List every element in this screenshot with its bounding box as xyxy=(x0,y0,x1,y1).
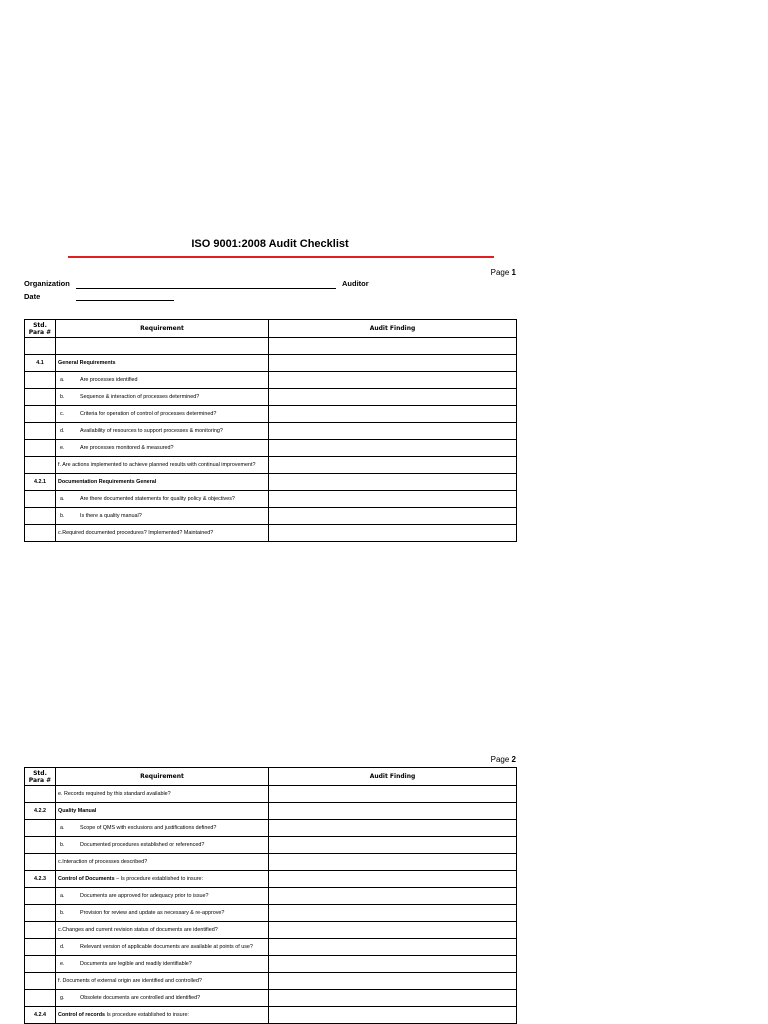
requirement-text: Relevant version of applicable documents are available at points of use? xyxy=(80,943,253,950)
requirement-cell xyxy=(56,803,269,820)
col-header-para: Std. Para # xyxy=(25,320,56,338)
table-row xyxy=(25,786,517,803)
col-header-requirement: Requirement xyxy=(56,768,269,786)
requirement-text: c.Required documented procedures? Implemented? Maintained? xyxy=(58,529,214,536)
para-cell xyxy=(25,525,56,542)
requirement-cell xyxy=(56,423,269,440)
requirement-cell xyxy=(56,956,269,973)
para-cell xyxy=(25,837,56,854)
requirement-cell xyxy=(56,338,269,355)
para-cell xyxy=(25,389,56,406)
col-header-finding: Audit Finding xyxy=(269,320,517,338)
item-letter: d. xyxy=(60,427,65,434)
para-cell: 4.1 xyxy=(25,355,56,372)
audit-finding-cell[interactable] xyxy=(269,939,517,956)
para-cell xyxy=(25,922,56,939)
table-row xyxy=(25,871,517,888)
requirement-suffix: Is procedure established to insure: xyxy=(105,1011,189,1018)
table-row xyxy=(25,338,517,355)
para-cell xyxy=(25,854,56,871)
table-row xyxy=(25,888,517,905)
page-label: Page xyxy=(490,755,510,764)
title-underline xyxy=(68,256,494,258)
requirement-text: Quality Manual xyxy=(58,807,97,814)
audit-finding-cell[interactable] xyxy=(269,956,517,973)
checklist-body-page-1 xyxy=(25,338,517,542)
table-row xyxy=(25,406,517,423)
para-cell xyxy=(25,990,56,1007)
audit-finding-cell[interactable] xyxy=(269,871,517,888)
table-row xyxy=(25,389,517,406)
audit-finding-cell[interactable] xyxy=(269,837,517,854)
requirement-text: Are processes monitored & measured? xyxy=(80,444,174,451)
requirement-text: Are there documented statements for quality policy & objectives? xyxy=(80,495,235,502)
page-number-2 xyxy=(491,755,516,764)
requirement-cell xyxy=(56,871,269,888)
para-cell xyxy=(25,457,56,474)
para-cell xyxy=(25,440,56,457)
item-letter: e. xyxy=(60,960,65,967)
item-letter: b. xyxy=(60,841,65,848)
checklist-table-page-1 xyxy=(24,319,517,542)
para-cell xyxy=(25,406,56,423)
para-cell: 4.2.2 xyxy=(25,803,56,820)
audit-finding-cell[interactable] xyxy=(269,973,517,990)
table-row xyxy=(25,956,517,973)
para-cell xyxy=(25,905,56,922)
table-row xyxy=(25,491,517,508)
para-cell xyxy=(25,338,56,355)
requirement-cell xyxy=(56,837,269,854)
requirement-cell xyxy=(56,820,269,837)
item-letter: a. xyxy=(60,376,65,383)
item-letter: a. xyxy=(60,892,65,899)
table-row xyxy=(25,922,517,939)
item-letter: b. xyxy=(60,512,65,519)
requirement-cell xyxy=(56,888,269,905)
date-label: Date xyxy=(24,292,41,301)
requirement-text: Are processes identified xyxy=(80,376,138,383)
requirement-text: Documented procedures established or referenced? xyxy=(80,841,205,848)
requirement-text: c.Interaction of processes described? xyxy=(58,858,148,865)
table-row xyxy=(25,525,517,542)
requirement-cell xyxy=(56,508,269,525)
requirement-suffix: – Is procedure established to insure: xyxy=(114,875,204,882)
page-number-value: 2 xyxy=(511,755,516,764)
table-row xyxy=(25,939,517,956)
page-number-1 xyxy=(491,268,516,277)
requirement-text: Scope of QMS with exclusions and justifications defined? xyxy=(80,824,217,831)
requirement-text: f. Documents of external origin are identified and controlled? xyxy=(58,977,202,984)
item-letter: b. xyxy=(60,393,65,400)
requirement-cell xyxy=(56,440,269,457)
auditor-label: Auditor xyxy=(342,279,369,288)
requirement-text: Control of Documents xyxy=(58,875,115,882)
checklist-body-page-2 xyxy=(25,786,517,1024)
requirement-text: Is there a quality manual? xyxy=(80,512,142,519)
audit-finding-cell[interactable] xyxy=(269,922,517,939)
requirement-text: Documentation Requirements General xyxy=(58,478,157,485)
requirement-text: Control of records xyxy=(58,1011,106,1018)
requirement-text: General Requirements xyxy=(58,359,116,366)
requirement-cell xyxy=(56,525,269,542)
table-row xyxy=(25,803,517,820)
table-row xyxy=(25,820,517,837)
audit-finding-cell[interactable] xyxy=(269,423,517,440)
requirement-cell xyxy=(56,457,269,474)
item-letter: e. xyxy=(60,444,65,451)
para-cell xyxy=(25,939,56,956)
para-cell xyxy=(25,973,56,990)
audit-finding-cell[interactable] xyxy=(269,1007,517,1024)
audit-finding-cell[interactable] xyxy=(269,474,517,491)
requirement-cell xyxy=(56,1007,269,1024)
para-cell xyxy=(25,508,56,525)
requirement-cell xyxy=(56,389,269,406)
table-row xyxy=(25,372,517,389)
para-cell xyxy=(25,372,56,389)
audit-finding-cell[interactable] xyxy=(269,888,517,905)
para-cell: 4.2.3 xyxy=(25,871,56,888)
audit-finding-cell[interactable] xyxy=(269,508,517,525)
requirement-cell xyxy=(56,939,269,956)
requirement-cell xyxy=(56,786,269,803)
requirement-text: Obsolete documents are controlled and identified? xyxy=(80,994,201,1001)
item-letter: a. xyxy=(60,495,65,502)
audit-finding-cell[interactable] xyxy=(269,338,517,355)
audit-finding-cell[interactable] xyxy=(269,457,517,474)
audit-finding-cell[interactable] xyxy=(269,406,517,423)
page-number-value: 1 xyxy=(511,268,516,277)
para-cell xyxy=(25,820,56,837)
organization-field[interactable] xyxy=(76,288,336,289)
table-row xyxy=(25,973,517,990)
audit-finding-cell[interactable] xyxy=(269,389,517,406)
page-label: Page xyxy=(490,268,510,277)
table-row xyxy=(25,423,517,440)
requirement-text: Documents are legible and readily identifiable? xyxy=(80,960,192,967)
table-row xyxy=(25,1007,517,1024)
para-cell xyxy=(25,491,56,508)
col-header-finding: Audit Finding xyxy=(269,768,517,786)
requirement-cell xyxy=(56,973,269,990)
audit-finding-cell[interactable] xyxy=(269,786,517,803)
requirement-text: Documents are approved for adequacy prior to issue? xyxy=(80,892,209,899)
audit-finding-cell[interactable] xyxy=(269,820,517,837)
requirement-text: e. Records required by this standard available? xyxy=(58,790,171,797)
audit-finding-cell[interactable] xyxy=(269,525,517,542)
date-field[interactable] xyxy=(76,300,174,301)
para-cell xyxy=(25,423,56,440)
table-row xyxy=(25,905,517,922)
audit-finding-cell[interactable] xyxy=(269,372,517,389)
table-row xyxy=(25,355,517,372)
para-cell: 4.2.4 xyxy=(25,1007,56,1024)
para-cell xyxy=(25,786,56,803)
requirement-text: c.Changes and current revision status of documents are identified? xyxy=(58,926,218,933)
audit-finding-cell[interactable] xyxy=(269,905,517,922)
item-letter: a. xyxy=(60,824,65,831)
audit-finding-cell[interactable] xyxy=(269,355,517,372)
requirement-cell xyxy=(56,355,269,372)
audit-finding-cell[interactable] xyxy=(269,803,517,820)
table-row xyxy=(25,854,517,871)
requirement-cell xyxy=(56,474,269,491)
page-title: ISO 9001:2008 Audit Checklist xyxy=(191,238,349,250)
table-row xyxy=(25,457,517,474)
audit-finding-cell[interactable] xyxy=(269,491,517,508)
para-cell xyxy=(25,888,56,905)
requirement-cell xyxy=(56,372,269,389)
requirement-text: Availability of resources to support processes & monitoring? xyxy=(80,427,223,434)
table-row xyxy=(25,508,517,525)
requirement-cell xyxy=(56,491,269,508)
requirement-cell xyxy=(56,854,269,871)
table-row xyxy=(25,474,517,491)
item-letter: b. xyxy=(60,909,65,916)
audit-finding-cell[interactable] xyxy=(269,854,517,871)
requirement-cell xyxy=(56,990,269,1007)
para-cell xyxy=(25,956,56,973)
table-row xyxy=(25,440,517,457)
item-letter: c. xyxy=(60,410,65,417)
table-row xyxy=(25,990,517,1007)
col-header-para: Std. Para # xyxy=(25,768,56,786)
col-header-requirement: Requirement xyxy=(56,320,269,338)
requirement-text: f. Are actions implemented to achieve planned results with continual improvement? xyxy=(58,461,256,468)
para-cell: 4.2.1 xyxy=(25,474,56,491)
checklist-table-page-2 xyxy=(24,767,517,1024)
requirement-cell xyxy=(56,406,269,423)
requirement-text: Sequence & interaction of processes determined? xyxy=(80,393,200,400)
item-letter: g. xyxy=(60,994,65,1001)
requirement-cell xyxy=(56,905,269,922)
organization-label: Organization xyxy=(24,279,70,288)
requirement-text: Provision for review and update as necessary & re-approve? xyxy=(80,909,225,916)
audit-finding-cell[interactable] xyxy=(269,440,517,457)
table-row xyxy=(25,837,517,854)
audit-finding-cell[interactable] xyxy=(269,990,517,1007)
requirement-text: Criteria for operation of control of processes determined? xyxy=(80,410,217,417)
requirement-cell xyxy=(56,922,269,939)
item-letter: d. xyxy=(60,943,65,950)
